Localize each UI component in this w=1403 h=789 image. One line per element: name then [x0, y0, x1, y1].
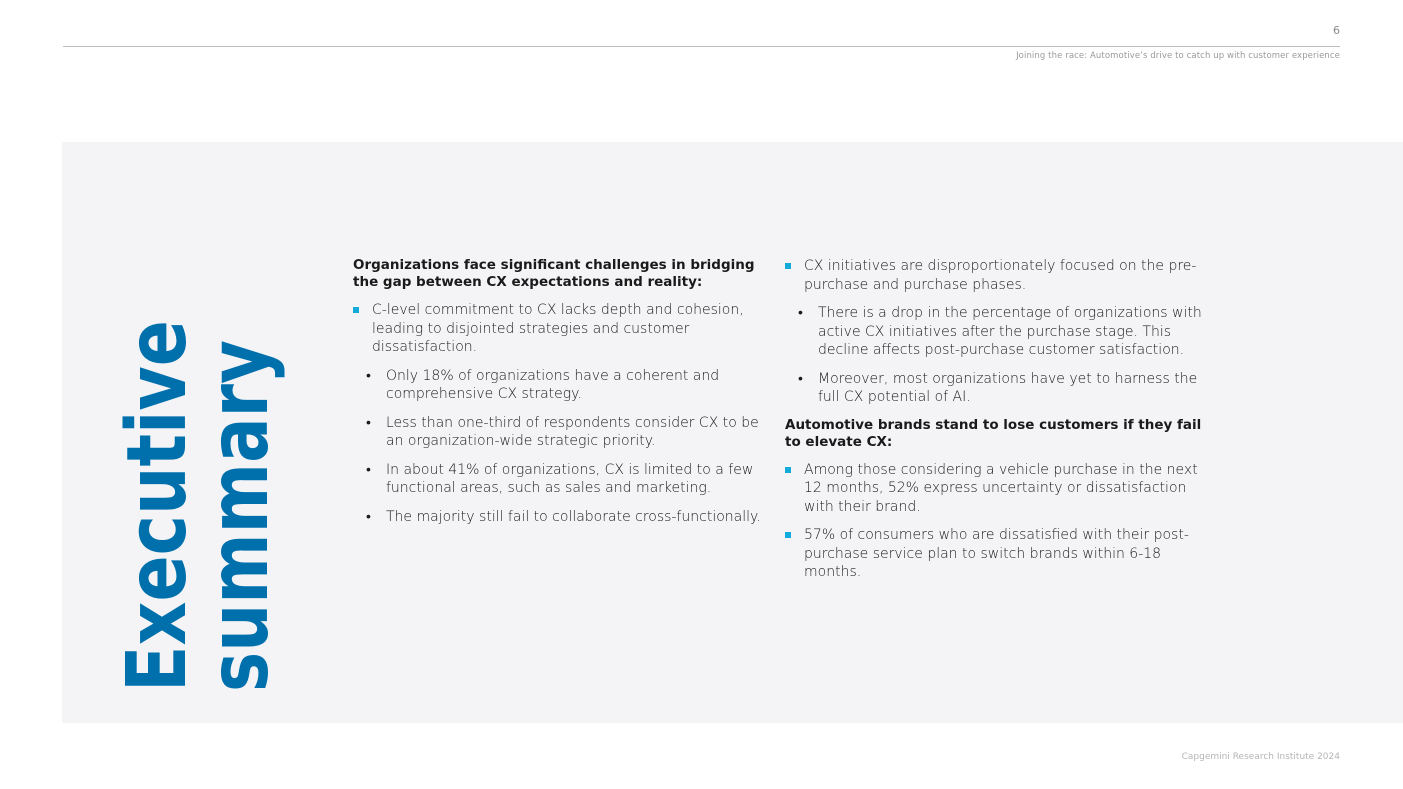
header-divider: [63, 46, 1340, 47]
list-item: [785, 304, 1210, 360]
left-square-item: [353, 301, 763, 357]
right-square-item-text: CX initiatives are disproportionately focused on the pre-purchase and purchase phases.: [804, 258, 1197, 293]
list-item: [353, 414, 763, 451]
title-line-1: Executive: [110, 244, 205, 692]
right-stat-item: [785, 526, 1210, 582]
right-stat-item-text: 57% of consumers who are dissatisfied with their post-purchase service plan to switch brands within 6-18 months.: [804, 527, 1189, 580]
right-column: [785, 257, 1210, 592]
right-square-item: [785, 257, 1210, 294]
square-bullet-icon: [785, 467, 791, 473]
title-line-2: summary: [192, 264, 287, 692]
list-item: [785, 370, 1210, 407]
dot-bullet-icon: •: [366, 508, 371, 525]
dot-bullet-icon: •: [366, 414, 371, 431]
right-heading: Automotive brands stand to lose customers if they fail to elevate CX:: [785, 416, 1202, 450]
left-column: [353, 257, 763, 536]
list-item-text: Less than one-third of respondents consider CX to be an organization-wide strategic priority.: [386, 414, 759, 449]
page-title: [102, 244, 287, 695]
square-bullet-icon: [353, 307, 359, 313]
footer-credit: Capgemini Research Institute 2024: [1181, 752, 1340, 762]
running-header: Joining the race: Automotive’s drive to catch up with customer experience: [1016, 51, 1340, 61]
dot-bullet-icon: •: [798, 370, 803, 387]
list-item-text: Moreover, most organizations have yet to harness the full CX potential of AI.: [818, 370, 1198, 405]
right-stat-item: [785, 461, 1210, 517]
list-item: [353, 461, 763, 498]
page-number: 6: [1333, 24, 1340, 37]
list-item: [353, 367, 763, 404]
list-item-text: In about 41% of organizations, CX is limited to a few functional areas, such as sales and marketing.: [386, 461, 754, 496]
dot-bullet-icon: •: [366, 461, 371, 478]
dot-bullet-icon: •: [798, 305, 803, 321]
square-bullet-icon: [785, 532, 791, 538]
square-bullet-icon: [785, 263, 791, 269]
list-item: [353, 508, 763, 527]
dot-bullet-icon: •: [366, 367, 371, 384]
list-item-text: There is a drop in the percentage of organizations with active CX initiatives after the purchase stage. This decline affects post-purchase customer satisfaction.: [818, 305, 1202, 358]
left-square-item-text: C-level commitment to CX lacks depth and cohesion, leading to disjointed strategies and customer dissatisfaction.: [372, 302, 744, 355]
list-item-text: Only 18% of organizations have a coherent and comprehensive CX strategy.: [386, 367, 720, 402]
right-stat-item-text: Among those considering a vehicle purchase in the next 12 months, 52% express uncertainty or dissatisfaction with their brand.: [804, 461, 1198, 515]
left-heading: Organizations face significant challenges in bridging the gap between CX expectations and reality:: [353, 257, 755, 290]
page-title-graphic: [102, 244, 287, 695]
list-item-text: The majority still fail to collaborate cross-functionally.: [386, 508, 761, 525]
